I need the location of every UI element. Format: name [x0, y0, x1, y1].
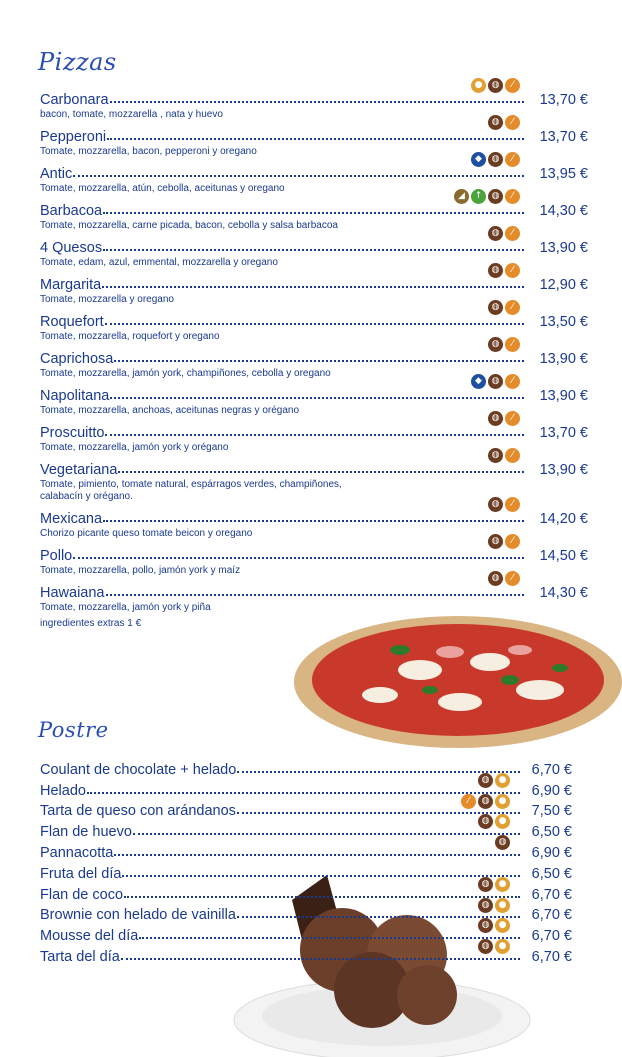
milk-icon: ◍: [488, 263, 503, 278]
milk-icon: ◍: [488, 115, 503, 130]
item-price: 12,90 €: [539, 277, 588, 293]
dot-leader: [102, 285, 524, 288]
item-ingredients: Tomate, mozzarella, atún, cebolla, aceitunas y oregano: [40, 183, 285, 194]
milk-icon: ◍: [488, 497, 503, 512]
allergen-icons: [478, 898, 510, 913]
mustard-icon: ◢: [454, 189, 469, 204]
egg-icon: ●: [495, 877, 510, 892]
item-ingredients: Tomate, mozzarella, jamón york y orégano: [40, 442, 229, 453]
dot-leader: [105, 322, 524, 325]
dot-leader: [122, 874, 520, 877]
fish-icon: ◆: [471, 152, 486, 167]
allergen-icons: [488, 115, 520, 130]
item-price: 7,50 €: [531, 803, 572, 820]
item-price: 13,90 €: [539, 462, 588, 478]
allergen-icons: [478, 773, 510, 788]
wheat-icon: ⁄: [505, 152, 520, 167]
allergen-icons: [488, 300, 520, 315]
allergen-icons: [488, 226, 520, 241]
wheat-icon: ⁄: [505, 497, 520, 512]
egg-icon: ●: [471, 78, 486, 93]
egg-icon: ●: [495, 794, 510, 809]
item-ingredients: Tomate, mozzarella, roquefort y oregano: [40, 331, 220, 342]
wheat-icon: ⁄: [505, 534, 520, 549]
dot-leader: [121, 957, 520, 960]
allergen-icons: [488, 448, 520, 463]
item-name: Proscuitto: [40, 425, 105, 441]
allergen-icons: [478, 814, 510, 829]
item-price: 13,70 €: [539, 92, 588, 108]
wheat-icon: ⁄: [505, 374, 520, 389]
dot-leader: [139, 936, 520, 939]
item-name: Mexicana: [40, 511, 103, 527]
milk-icon: ◍: [478, 794, 493, 809]
fish-icon: ◆: [471, 374, 486, 389]
item-price: 14,30 €: [539, 203, 588, 219]
dot-leader: [114, 359, 524, 362]
dot-leader: [124, 895, 520, 898]
dot-leader: [103, 248, 524, 251]
item-name: Napolitana: [40, 388, 110, 404]
wheat-icon: ⁄: [505, 411, 520, 426]
item-name: Flan de huevo: [40, 824, 132, 841]
item-name: Flan de coco: [40, 886, 124, 903]
item-name: Coulant de chocolate + helado: [40, 761, 237, 778]
milk-icon: ◍: [488, 78, 503, 93]
postre-title: Postre: [38, 718, 109, 742]
item-name: Margarita: [40, 277, 102, 293]
menu-item: [40, 837, 572, 861]
wheat-icon: ⁄: [505, 448, 520, 463]
wheat-icon: ⁄: [505, 78, 520, 93]
allergen-icons: [454, 189, 520, 204]
item-ingredients: Tomate, mozzarella y oregano: [40, 294, 174, 305]
milk-icon: ◍: [488, 152, 503, 167]
milk-icon: ◍: [488, 374, 503, 389]
item-price: 6,50 €: [531, 824, 572, 841]
dot-leader: [103, 211, 524, 214]
item-price: 6,70 €: [531, 948, 572, 965]
extras-note: ingredientes extras 1 €: [40, 618, 142, 629]
postre-list: [40, 757, 572, 965]
dot-leader: [106, 593, 525, 596]
item-name: Pepperoni: [40, 129, 107, 145]
item-name: Helado: [40, 782, 86, 799]
item-ingredients: Chorizo picante queso tomate beicon y oregano: [40, 528, 253, 539]
item-name: Caprichosa: [40, 351, 114, 367]
item-price: 14,30 €: [539, 585, 588, 601]
dot-leader: [133, 832, 520, 835]
dot-leader: [110, 100, 524, 103]
egg-icon: ●: [495, 939, 510, 954]
item-name: Vegetariana: [40, 462, 118, 478]
item-name: Antic: [40, 166, 73, 182]
item-ingredients: Tomate, mozzarella, jamón york y piña: [40, 602, 211, 613]
milk-icon: ◍: [478, 918, 493, 933]
item-price: 13,90 €: [539, 240, 588, 256]
milk-icon: ◍: [478, 773, 493, 788]
milk-icon: ◍: [488, 189, 503, 204]
item-price: 13,50 €: [539, 314, 588, 330]
item-name: Tarta de queso con arándanos: [40, 803, 236, 820]
dot-leader: [73, 556, 524, 559]
allergen-icons: [478, 918, 510, 933]
allergen-icons: [478, 877, 510, 892]
item-name: Pollo: [40, 548, 73, 564]
menu-item: [40, 941, 572, 965]
egg-icon: ●: [495, 898, 510, 913]
item-name: Barbacoa: [40, 203, 103, 219]
item-ingredients: Tomate, mozzarella, jamón york, champiñones, cebolla y oregano: [40, 368, 331, 379]
item-price: 13,95 €: [539, 166, 588, 182]
item-price: 14,20 €: [539, 511, 588, 527]
item-price: 13,90 €: [539, 351, 588, 367]
item-ingredients: Tomate, mozzarella, pollo, jamón york y maíz: [40, 565, 241, 576]
milk-icon: ◍: [488, 337, 503, 352]
allergen-icons: [495, 835, 510, 850]
pizza-list: [40, 80, 588, 616]
allergen-icons: [478, 939, 510, 954]
allergen-icons: [488, 497, 520, 512]
allergen-icons: [488, 263, 520, 278]
item-ingredients: Tomate, edam, azul, emmental, mozzarella y oregano: [40, 257, 278, 268]
item-name: 4 Quesos: [40, 240, 103, 256]
menu-item: [40, 450, 588, 503]
milk-icon: ◍: [478, 877, 493, 892]
egg-icon: ●: [495, 814, 510, 829]
dot-leader: [114, 853, 520, 856]
wheat-icon: ⁄: [505, 300, 520, 315]
milk-icon: ◍: [478, 939, 493, 954]
milk-icon: ◍: [495, 835, 510, 850]
egg-icon: ●: [495, 918, 510, 933]
item-ingredients: Tomate, mozzarella, carne picada, bacon, cebolla y salsa barbacoa: [40, 220, 338, 231]
milk-icon: ◍: [488, 300, 503, 315]
wheat-icon: ⁄: [461, 794, 476, 809]
dot-leader: [107, 137, 524, 140]
milk-icon: ◍: [488, 448, 503, 463]
milk-icon: ◍: [488, 534, 503, 549]
wheat-icon: ⁄: [505, 226, 520, 241]
item-price: 13,90 €: [539, 388, 588, 404]
item-price: 6,90 €: [531, 844, 572, 861]
item-price: 6,70 €: [531, 928, 572, 945]
item-price: 6,70 €: [531, 907, 572, 924]
item-ingredients: bacon, tomate, mozzarella , nata y huevo: [40, 109, 223, 120]
allergen-icons: [461, 794, 510, 809]
item-name: Mousse del día: [40, 928, 139, 945]
item-name: Hawaiana: [40, 585, 105, 601]
celery-icon: ↑: [471, 189, 486, 204]
allergen-icons: [488, 571, 520, 586]
menu-item: [40, 816, 572, 841]
menu-item-row: [40, 840, 572, 861]
item-price: 13,70 €: [539, 129, 588, 145]
wheat-icon: ⁄: [505, 115, 520, 130]
item-price: 6,70 €: [531, 761, 572, 778]
wheat-icon: ⁄: [505, 337, 520, 352]
milk-icon: ◍: [488, 411, 503, 426]
dot-leader: [73, 174, 524, 177]
item-price: 6,50 €: [531, 865, 572, 882]
wheat-icon: ⁄: [505, 571, 520, 586]
item-price: 14,50 €: [539, 548, 588, 564]
allergen-icons: [488, 534, 520, 549]
allergen-icons: [471, 374, 520, 389]
allergen-icons: [471, 78, 520, 93]
pizzas-title: Pizzas: [38, 48, 117, 76]
allergen-icons: [471, 152, 520, 167]
milk-icon: ◍: [478, 898, 493, 913]
item-name: Roquefort: [40, 314, 104, 330]
wheat-icon: ⁄: [505, 189, 520, 204]
item-name: Carbonara: [40, 92, 109, 108]
dot-leader: [118, 470, 524, 473]
dot-leader: [87, 791, 520, 794]
dot-leader: [103, 519, 524, 522]
item-name: Brownie con helado de vainilla: [40, 907, 236, 924]
allergen-icons: [488, 411, 520, 426]
wheat-icon: ⁄: [505, 263, 520, 278]
item-ingredients: Tomate, mozzarella, anchoas, aceitunas negras y orégano: [40, 405, 300, 416]
item-ingredients: Tomate, pimiento, tomate natural, espárragos verdes, champiñones, calabacín y orégano.: [40, 479, 342, 502]
allergen-icons: [488, 337, 520, 352]
menu-item: [40, 573, 588, 614]
item-price: 13,70 €: [539, 425, 588, 441]
egg-icon: ●: [495, 773, 510, 788]
item-name: Tarta del día: [40, 948, 120, 965]
pizza-image: [290, 610, 622, 750]
item-name: Fruta del día: [40, 865, 122, 882]
item-price: 6,90 €: [531, 782, 572, 799]
item-ingredients: Tomate, mozzarella, bacon, pepperoni y oregano: [40, 146, 257, 157]
milk-icon: ◍: [478, 814, 493, 829]
dot-leader: [110, 396, 524, 399]
dot-leader: [105, 433, 524, 436]
milk-icon: ◍: [488, 571, 503, 586]
milk-icon: ◍: [488, 226, 503, 241]
item-price: 6,70 €: [531, 886, 572, 903]
item-name: Pannacotta: [40, 844, 114, 861]
